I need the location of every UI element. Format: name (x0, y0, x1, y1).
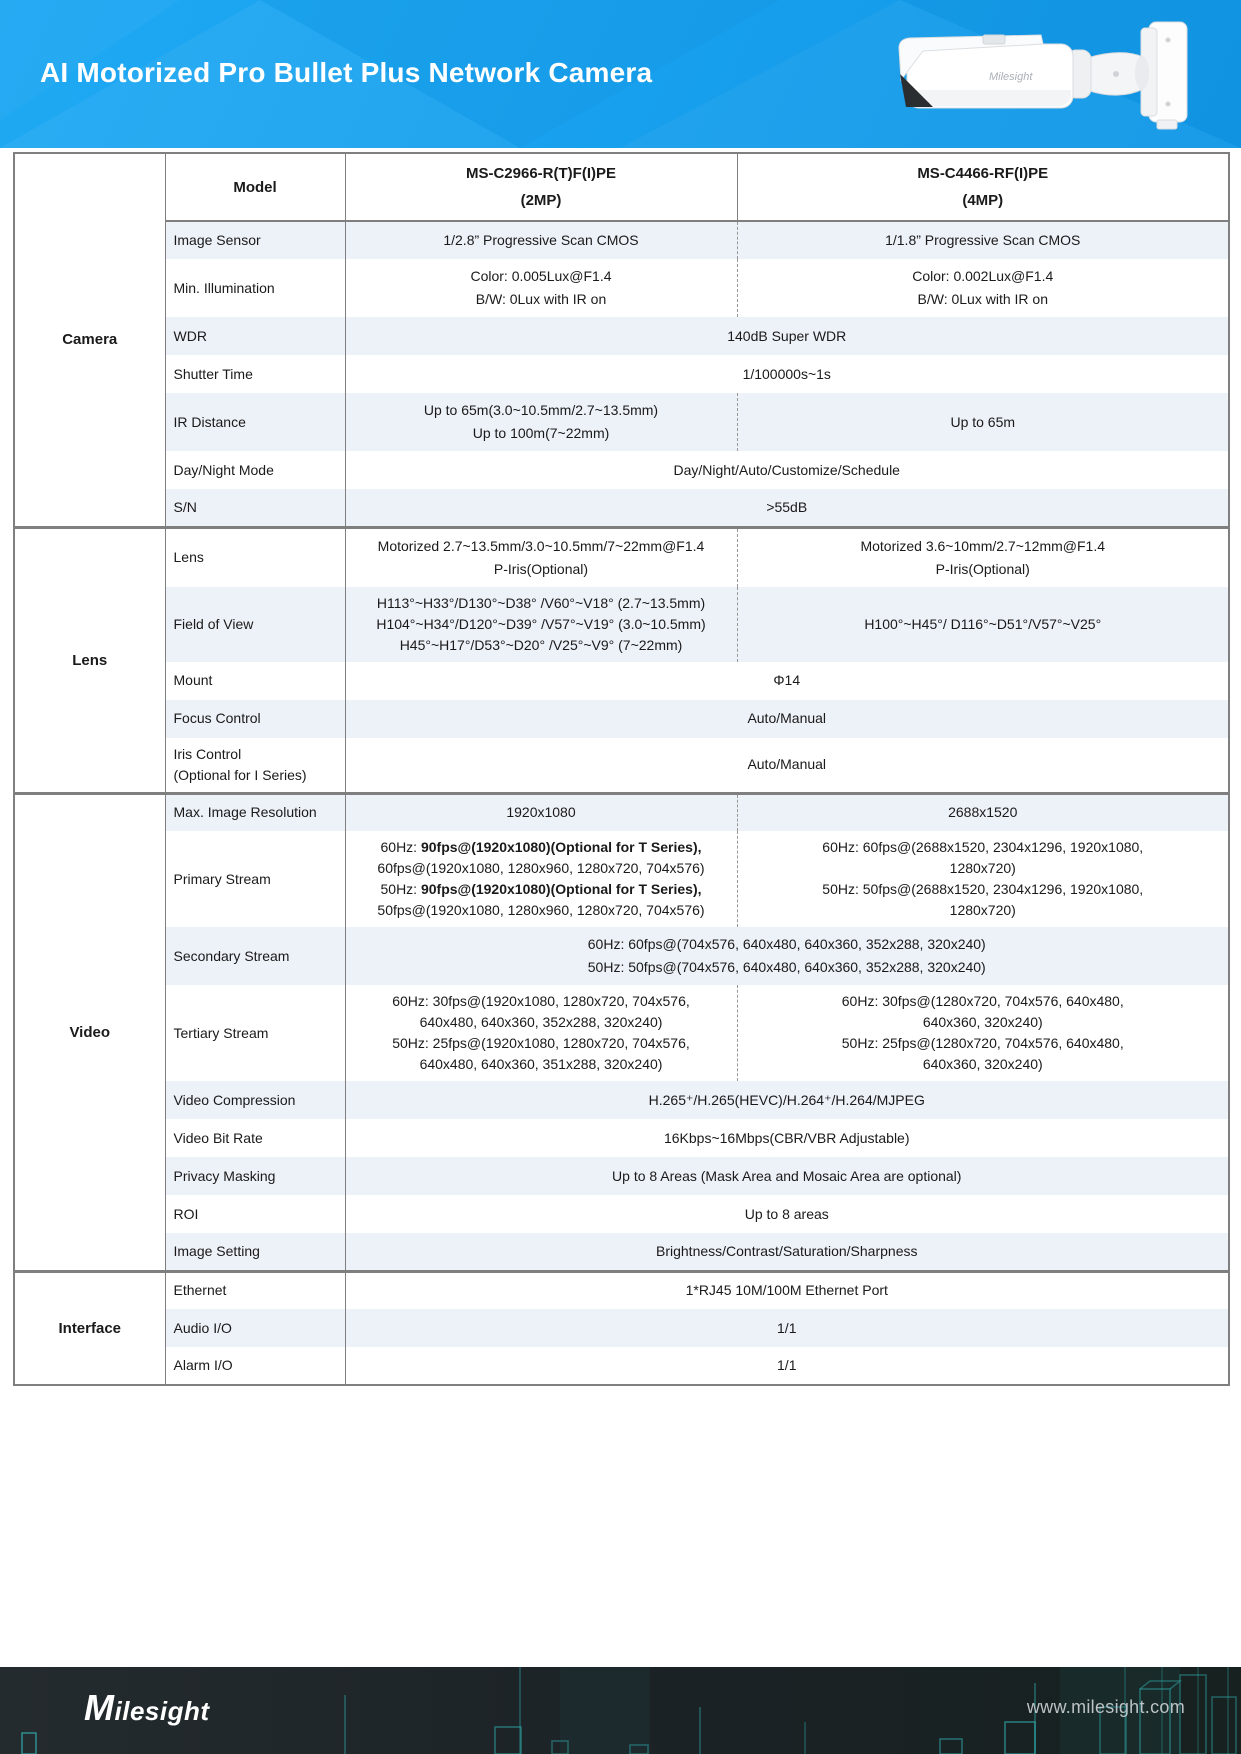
milesight-logo: Milesight (84, 1687, 210, 1728)
spec-row (14, 317, 1229, 355)
spec-value-right: 2688x1520 (737, 793, 1229, 831)
spec-row-label: Ethernet (165, 1271, 345, 1309)
spec-row (14, 1157, 1229, 1195)
spec-row (14, 662, 1229, 700)
spec-row-label: Audio I/O (165, 1309, 345, 1347)
spec-row-label: Secondary Stream (165, 927, 345, 985)
spec-row-label: Focus Control (165, 700, 345, 738)
spec-value: Auto/Manual (345, 700, 1229, 738)
spec-row (14, 927, 1229, 985)
spec-row-label: Mount (165, 662, 345, 700)
spec-value-left: H113°~H33°/D130°~D38° /V60°~V18° (2.7~13.5mm) H104°~H34°/D120°~D39° /V57°~V19° (3.0~10.5mm) H45°~H17°/D53°~D20° /V25°~V9° (7~22mm) (345, 587, 737, 662)
spec-row (14, 221, 1229, 259)
spec-row (14, 1081, 1229, 1119)
spec-row-label: Video Compression (165, 1081, 345, 1119)
spec-value-left: Up to 65m(3.0~10.5mm/2.7~13.5mm) Up to 100m(7~22mm) (345, 393, 737, 451)
spec-row (14, 1233, 1229, 1271)
spec-row (14, 1309, 1229, 1347)
spec-value-left: 1920x1080 (345, 793, 737, 831)
spec-row-label: Image Setting (165, 1233, 345, 1271)
spec-row (14, 831, 1229, 927)
spec-row-label: IR Distance (165, 393, 345, 451)
spec-value-right: 60Hz: 30fps@(1280x720, 704x576, 640x480, 640x360, 320x240) 50Hz: 25fps@(1280x720, 704x576, 640x480, 640x360, 320x240) (841, 993, 1124, 1072)
spec-row-label: WDR (165, 317, 345, 355)
spec-value-left: 60Hz: 90fps@(1920x1080)(Optional for T Series), 60fps@(1920x1080, 1280x960, 1280x720, 704x576) 50Hz: 90fps@(1920x1080)(Optional for T Series), 50fps@(1920x1080, 1280x960, 1280x720, 704x576) (345, 831, 737, 927)
spec-table-container (13, 152, 1230, 1386)
spec-value-right: Color: 0.002Lux@F1.4 B/W: 0Lux with IR on (912, 268, 1054, 307)
spec-row-label: Field of View (165, 587, 345, 662)
model-header-row (14, 153, 1229, 221)
spec-value-right: H100°~H45°/ D116°~D51°/V57°~V25° (737, 587, 1229, 662)
spec-value: Up to 8 areas (744, 1205, 829, 1222)
section-label-camera: Camera (14, 153, 165, 527)
spec-value: 1/1 (345, 1309, 1229, 1347)
spec-value: 1/1 (777, 1357, 797, 1373)
spec-row-label: Privacy Masking (165, 1157, 345, 1195)
footer-banner (0, 1667, 1241, 1754)
spec-table (13, 152, 1230, 1386)
spec-value: Brightness/Contrast/Saturation/Sharpness (345, 1233, 1229, 1271)
spec-value: 1*RJ45 10M/100M Ethernet Port (345, 1271, 1229, 1309)
section-label-lens: Lens (14, 527, 165, 793)
camera-product-image (891, 14, 1191, 134)
spec-row (14, 1195, 1229, 1233)
spec-row (14, 1119, 1229, 1157)
spec-value: 60Hz: 60fps@(704x576, 640x480, 640x360, 352x288, 320x240) 50Hz: 50fps@(704x576, 640x480, 640x360, 352x288, 320x240) (345, 927, 1229, 985)
spec-value-left: Color: 0.005Lux@F1.4 B/W: 0Lux with IR on (345, 259, 737, 317)
spec-value-right: 1/1.8” Progressive Scan CMOS (737, 221, 1229, 259)
camera-body-logo: Milesight (989, 71, 1033, 83)
spec-row-label: Primary Stream (165, 831, 345, 927)
section-label-interface: Interface (14, 1271, 165, 1385)
spec-row (14, 489, 1229, 527)
spec-row-label: Min. Illumination (165, 259, 345, 317)
model-header-cell: Model (165, 153, 345, 221)
spec-row (14, 527, 1229, 587)
spec-value: 140dB Super WDR (345, 317, 1229, 355)
spec-row-label: Alarm I/O (165, 1347, 345, 1385)
spec-row (14, 738, 1229, 794)
spec-row-label: Shutter Time (165, 355, 345, 393)
spec-row-label: Max. Image Resolution (165, 793, 345, 831)
spec-value: 1/100000s~1s (742, 365, 831, 382)
spec-value-left: 60Hz: 30fps@(1920x1080, 1280x720, 704x576, 640x480, 640x360, 352x288, 320x240) 50Hz: 25fps@(1920x1080, 1280x720, 704x576, 640x480, 640x360, 351x288, 320x240) (345, 985, 737, 1081)
spec-value-right: Motorized 3.6~10mm/2.7~12mm@F1.4 P-Iris(Optional) (737, 527, 1229, 587)
spec-value-right: 60Hz: 60fps@(2688x1520, 2304x1296, 1920x1080, 1280x720) 50Hz: 50fps@(2688x1520, 2304x1296, 1920x1080, 1280x720) (822, 839, 1144, 918)
model-name-cell-1: MS-C2966-R(T)F(I)PE (2MP) (345, 153, 737, 221)
spec-row (14, 259, 1229, 317)
header-banner (0, 0, 1241, 148)
spec-value-right: Up to 65m (737, 393, 1229, 451)
spec-row-label: Lens (165, 527, 345, 587)
spec-row (14, 700, 1229, 738)
spec-row-label: Video Bit Rate (165, 1119, 345, 1157)
spec-value-left: Motorized 2.7~13.5mm/3.0~10.5mm/7~22mm@F1.4 P-Iris(Optional) (345, 527, 737, 587)
spec-value: Φ14 (773, 672, 801, 688)
spec-value: H.265⁺/H.265(HEVC)/H.264⁺/H.264/MJPEG (345, 1081, 1229, 1119)
spec-value: >55dB (345, 489, 1229, 527)
spec-value: Day/Night/Auto/Customize/Schedule (673, 461, 900, 478)
spec-row (14, 1347, 1229, 1385)
spec-row-label: Iris Control (Optional for I Series) (165, 738, 345, 794)
section-label-video: Video (14, 793, 165, 1271)
spec-row-label: Tertiary Stream (165, 985, 345, 1081)
spec-row-label: S/N (165, 489, 345, 527)
spec-row-label: Image Sensor (165, 221, 345, 259)
spec-row-label: ROI (165, 1195, 345, 1233)
spec-row (14, 587, 1229, 662)
website-link[interactable]: www.milesight.com (1026, 1697, 1185, 1717)
page-title: AI Motorized Pro Bullet Plus Network Camera (40, 57, 653, 88)
spec-value: Up to 8 Areas (Mask Area and Mosaic Area are optional) (345, 1157, 1229, 1195)
spec-value: 16Kbps~16Mbps(CBR/VBR Adjustable) (663, 1129, 910, 1146)
spec-row (14, 393, 1229, 451)
model-name-cell-2: MS-C4466-RF(I)PE (4MP) (737, 153, 1229, 221)
spec-row-label: Day/Night Mode (165, 451, 345, 489)
spec-row (14, 985, 1229, 1081)
spec-value-left: 1/2.8” Progressive Scan CMOS (345, 221, 737, 259)
spec-value: Auto/Manual (747, 756, 827, 772)
spec-row (14, 1271, 1229, 1309)
spec-row (14, 451, 1229, 489)
spec-row (14, 355, 1229, 393)
spec-row (14, 793, 1229, 831)
